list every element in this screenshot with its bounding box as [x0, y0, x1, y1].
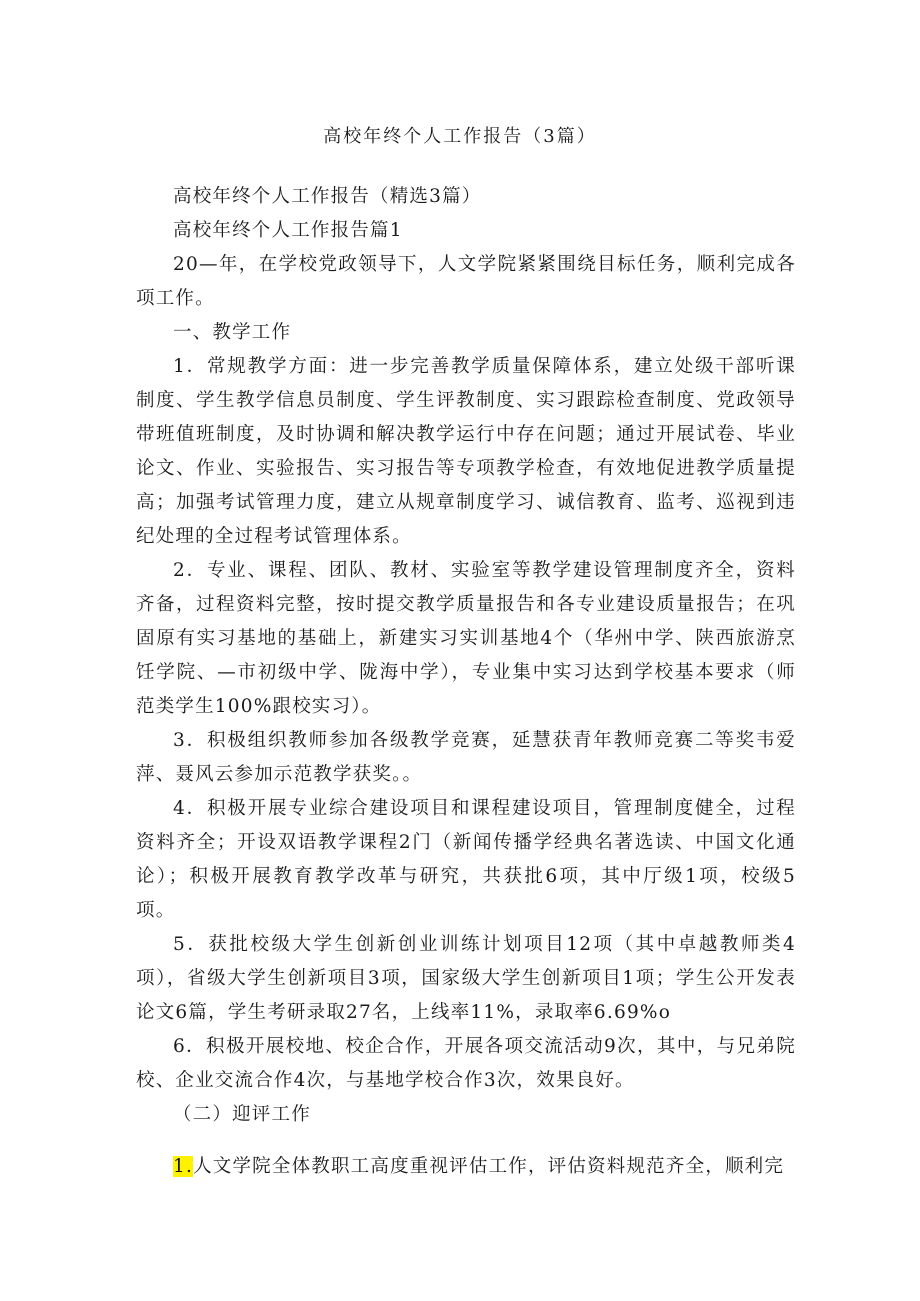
- document-subtitle: 高校年终个人工作报告（精选3篇）: [173, 186, 482, 207]
- section-heading: 高校年终个人工作报告篇1: [173, 220, 403, 241]
- list-item: 3．积极组织教师参加各级教学竞赛，延慧获青年教师竞赛二等奖韦爱萍、聂风云参加示范教学获奖。。: [136, 730, 796, 785]
- list-item: 4．积极开展专业综合建设项目和课程建设项目，管理制度健全，过程资料齐全；开设双语教学课程2门（新闻传播学经典名著选读、中国文化通论）；积极开展教育教学改革与研究，共获批6项，其中厅级1项，校级5项。: [136, 798, 796, 921]
- highlighted-item-number: 1.: [173, 1156, 194, 1177]
- intro-paragraph: 20—年，在学校党政领导下，人文学院紧紧围绕目标任务，顺利完成各项工作。: [136, 254, 796, 309]
- list-item: 5．获批校级大学生创新创业训练计划项目12项（其中卓越教师类4项），省级大学生创新项目3项，国家级大学生创新项目1项；学生公开发表论文6篇，学生考研录取27名，上线率11%，录取率6.69%o: [136, 934, 796, 1023]
- list-item: 1．常规教学方面：进一步完善教学质量保障体系，建立处级干部听课制度、学生教学信息员制度、学生评教制度、实习跟踪检查制度、党政领导带班值班制度，及时协调和解决教学运行中存在问题；通过开展试卷、毕业论文、作业、实验报告、实习报告等专项教学检查，有效地促进教学质量提高；加强考试管理力度，建立从规章制度学习、诚信教育、监考、巡视到违纪处理的全过程考试管理体系。: [136, 356, 796, 547]
- last-item-text: 人文学院全体教职工高度重视评估工作，评估资料规范齐全，顺利完: [193, 1156, 785, 1177]
- list-item: 2．专业、课程、团队、教材、实验室等教学建设管理制度齐全，资料齐备，过程资料完整，按时提交教学质量报告和各专业建设质量报告；在巩固原有实习基地的基础上，新建实习实训基地4个（华州中学、陕西旅游烹饪学院、—市初级中学、陇海中学），专业集中实习达到学校基本要求（师范类学生100%跟校实习）。: [136, 560, 796, 717]
- last-list-item: [136, 1150, 796, 1184]
- list-item: 6．积极开展校地、校企合作，开展各项交流活动9次，其中，与兄弟院校、企业交流合作4次，与基地学校合作3次，效果良好。: [136, 1036, 796, 1091]
- document-body: [136, 180, 796, 1184]
- part1-heading: 一、教学工作: [173, 322, 292, 343]
- document-title: 高校年终个人工作报告（3篇）: [323, 126, 597, 147]
- part2-heading: （二）迎评工作: [173, 1104, 311, 1125]
